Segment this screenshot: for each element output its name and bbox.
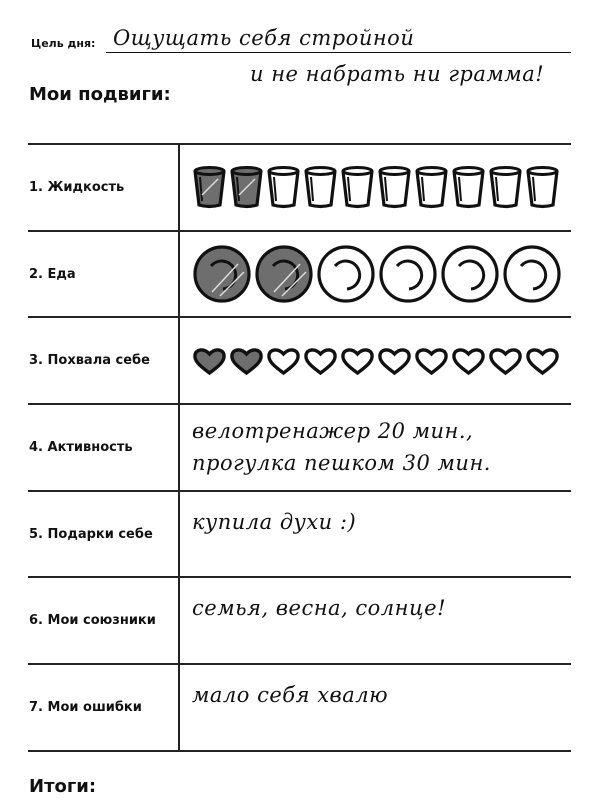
glass-icon[interactable]	[451, 165, 486, 209]
row-label: 1. Жидкость	[28, 145, 180, 230]
heart-icon[interactable]	[488, 346, 523, 376]
row-label: 5. Подарки себе	[28, 492, 180, 577]
glass-icon[interactable]	[414, 165, 449, 209]
plate-icon[interactable]	[316, 244, 376, 304]
plate-icon[interactable]	[192, 244, 252, 304]
glass-icon[interactable]	[266, 165, 301, 209]
row-label: 4. Активность	[28, 405, 180, 490]
heart-icon[interactable]	[414, 346, 449, 376]
goal-underline	[106, 52, 571, 53]
heart-icon[interactable]	[525, 346, 560, 376]
glass-icon[interactable]	[229, 165, 264, 209]
table-row	[28, 316, 571, 403]
achievements-title: Мои подвиги:	[29, 84, 171, 105]
goal-text-line2[interactable]: и не набрать ни грамма!	[250, 62, 545, 86]
heart-icon[interactable]	[229, 346, 264, 376]
heart-icon[interactable]	[266, 346, 301, 376]
plate-tracker[interactable]	[192, 244, 562, 304]
table-row	[28, 143, 571, 230]
goal-text-line1[interactable]: Ощущать себя стройной	[113, 26, 415, 50]
glass-icon[interactable]	[377, 165, 412, 209]
glass-icon[interactable]	[303, 165, 338, 209]
table-row	[28, 403, 571, 490]
heart-icon[interactable]	[377, 346, 412, 376]
glass-icon[interactable]	[192, 165, 227, 209]
table-row	[28, 230, 571, 317]
plate-icon[interactable]	[440, 244, 500, 304]
mistakes-text[interactable]: мало себя хвалю	[192, 683, 389, 708]
row-label: 3. Похвала себе	[28, 318, 180, 403]
heart-icon[interactable]	[192, 346, 227, 376]
activity-text[interactable]: велотренажер 20 мин., прогулка пешком 30 мин.	[192, 419, 491, 476]
row-label: 6. Мои союзники	[28, 578, 180, 663]
achievements-table	[28, 143, 571, 752]
goal-label: Цель дня:	[31, 37, 96, 50]
heart-tracker[interactable]	[192, 346, 560, 376]
table-row	[28, 576, 571, 663]
plate-icon[interactable]	[502, 244, 562, 304]
heart-icon[interactable]	[340, 346, 375, 376]
plate-icon[interactable]	[254, 244, 314, 304]
summary-title: Итоги:	[29, 776, 97, 797]
table-row	[28, 490, 571, 577]
heart-icon[interactable]	[451, 346, 486, 376]
heart-icon[interactable]	[303, 346, 338, 376]
row-label: 7. Мои ошибки	[28, 665, 180, 750]
row-label: 2. Еда	[28, 232, 180, 317]
plate-icon[interactable]	[378, 244, 438, 304]
glass-tracker[interactable]	[192, 165, 560, 209]
allies-text[interactable]: семья, весна, солнце!	[192, 596, 447, 621]
glass-icon[interactable]	[340, 165, 375, 209]
glass-icon[interactable]	[488, 165, 523, 209]
glass-icon[interactable]	[525, 165, 560, 209]
gifts-text[interactable]: купила духи :)	[192, 509, 357, 534]
table-row	[28, 663, 571, 752]
